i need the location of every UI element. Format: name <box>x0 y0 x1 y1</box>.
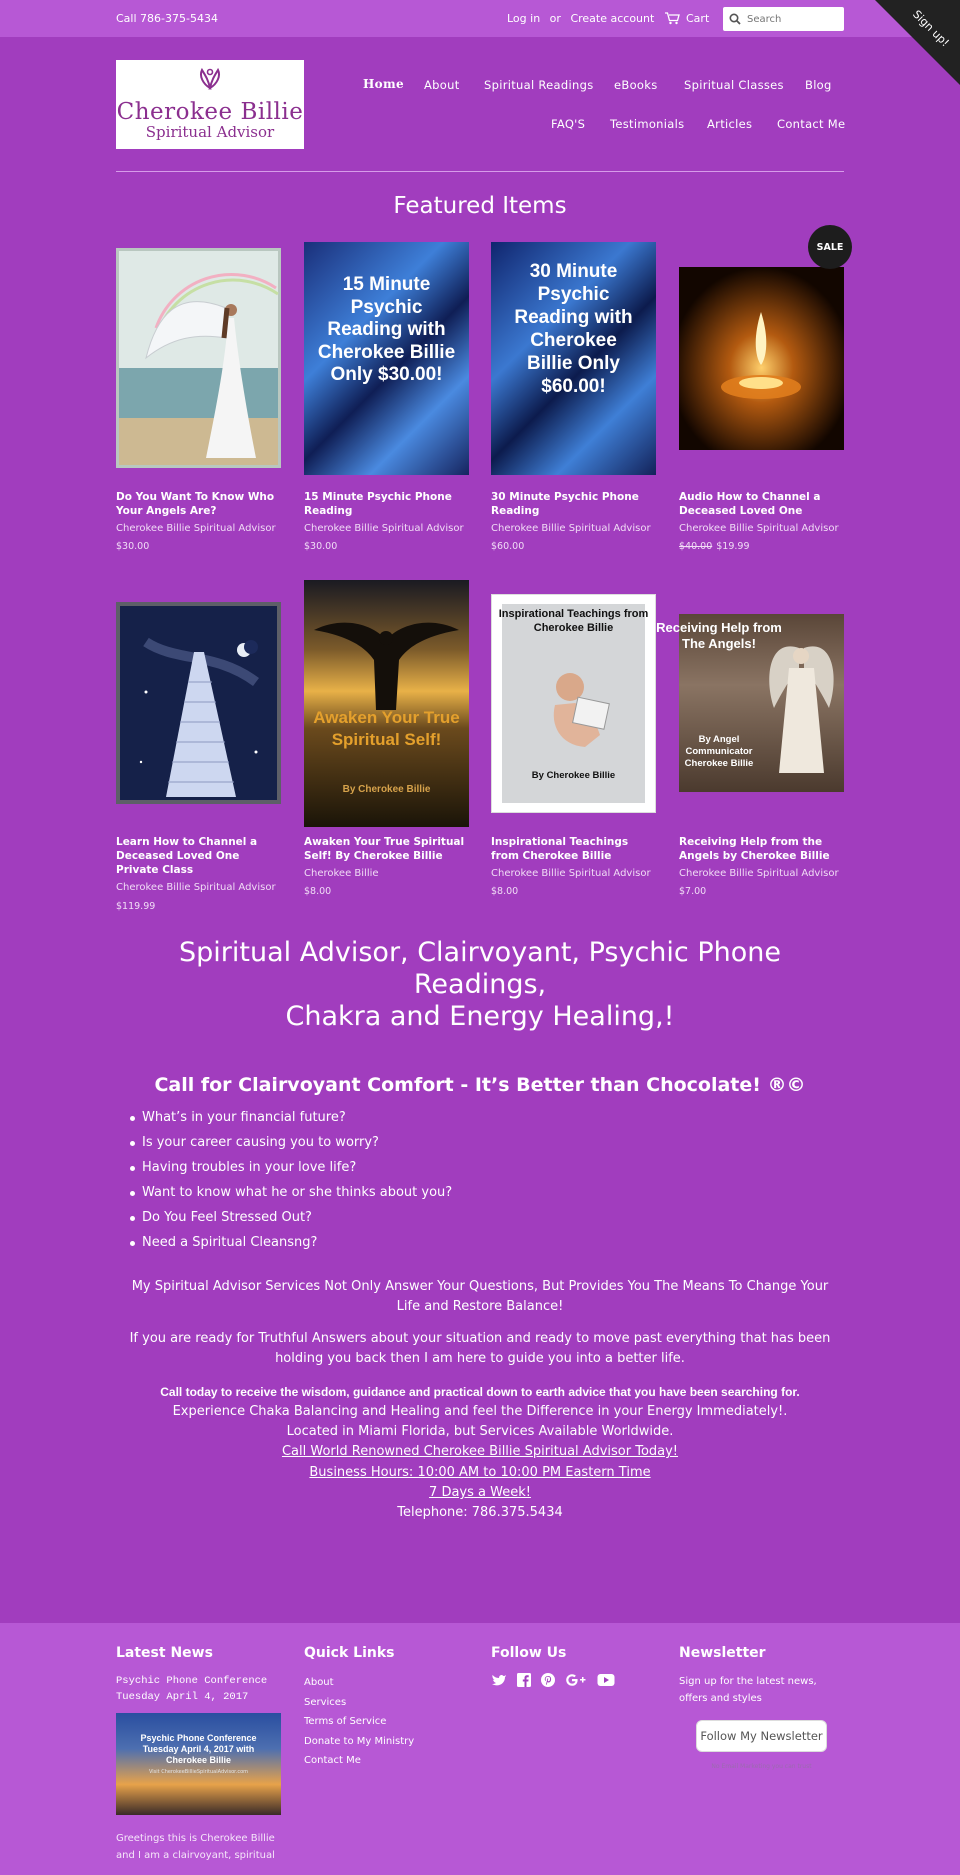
product-vendor: Cherokee Billie Spiritual Advisor <box>116 523 276 534</box>
nav-testimonials[interactable]: Testimonials <box>610 117 685 131</box>
product-price: $30.00 <box>304 541 338 552</box>
header-divider <box>116 171 844 172</box>
list-item: Is your career causing you to worry? <box>142 1135 452 1160</box>
twitter-icon[interactable] <box>491 1673 507 1687</box>
telephone-text: Telephone: 786.375.5434 <box>397 1505 563 1520</box>
nav-blog[interactable]: Blog <box>805 78 832 92</box>
newsletter-note: No Email Marketing you can trust <box>711 1763 812 1770</box>
product-price: $60.00 <box>491 541 525 552</box>
news-title-link[interactable]: Psychic Phone Conference Tuesday April 4, 2017 <box>116 1675 268 1703</box>
nav-about[interactable]: About <box>424 78 460 92</box>
quick-links <box>304 1645 414 1771</box>
product-image-candle[interactable] <box>679 267 844 450</box>
newsletter-text: Sign up for the latest news, offers and styles <box>679 1676 817 1704</box>
product-image-awaken[interactable] <box>304 580 469 827</box>
create-account-link[interactable]: Create account <box>570 12 655 25</box>
product-vendor: Cherokee Billie Spiritual Advisor <box>491 523 651 534</box>
silhouette-image <box>304 600 469 720</box>
product-title[interactable]: Awaken Your True Spiritual Self! By Cherokee Billie <box>304 836 465 862</box>
list-item: What’s in your financial future? <box>142 1110 452 1135</box>
cover-byline: By Cherokee Billie <box>531 770 616 781</box>
cover-byline: By Cherokee Billie <box>342 784 431 795</box>
product-vendor: Cherokee Billie Spiritual Advisor <box>679 523 839 534</box>
product-vendor: Cherokee Billie Spiritual Advisor <box>679 868 839 879</box>
latest-news-heading: Latest News <box>116 1645 213 1661</box>
cover-text: Receiving Help from The Angels! <box>656 620 782 651</box>
cover-text: Awaken Your True Spiritual Self! <box>313 708 460 749</box>
product-vendor: Cherokee Billie <box>304 868 379 879</box>
signup-label: Sign up! <box>910 7 952 50</box>
product-image-30-minute[interactable] <box>491 242 656 475</box>
days-link[interactable]: 7 Days a Week! <box>429 1485 531 1500</box>
nav-home[interactable]: Home <box>363 77 404 91</box>
follow-us-heading: Follow Us <box>491 1645 567 1661</box>
cover-text: 30 Minute Psychic Reading with Cherokee Billie Only $60.00! <box>514 261 633 397</box>
product-title[interactable]: Do You Want To Know Who Your Angels Are? <box>116 491 275 517</box>
product-price: $7.00 <box>679 886 707 897</box>
intro-paragraph: Experience Chaka Balancing and Healing and feel the Difference in your Energy Immediately!. <box>172 1404 788 1419</box>
footer-link-terms[interactable]: Terms of Service <box>304 1716 387 1727</box>
cover-text: 15 Minute Psychic Reading with Cherokee Billie Only $30.00! <box>317 274 456 385</box>
account-links <box>507 12 654 25</box>
newsletter-button[interactable]: Follow My Newsletter <box>696 1720 827 1752</box>
list-item: Want to know what he or she thinks about you? <box>142 1185 452 1210</box>
sale-price: $19.99 <box>716 541 750 552</box>
cover-text: Inspirational Teachings from Cherokee Billie <box>498 608 649 634</box>
google-plus-icon[interactable] <box>565 1673 587 1687</box>
product-price: $119.99 <box>116 901 156 912</box>
logo-subtitle: Spiritual Advisor <box>145 122 275 141</box>
headline-line-2: Chakra and Energy Healing,! <box>285 1001 675 1032</box>
product-vendor: Cherokee Billie Spiritual Advisor <box>304 523 464 534</box>
subheadline: Call for Clairvoyant Comfort - It’s Better than Chocolate! ®© <box>154 1074 806 1096</box>
news-image-text: Psychic Phone Conference Tuesday April 4, 2017 with Cherokee Billie <box>140 1733 257 1765</box>
product-title[interactable]: 30 Minute Psychic Phone Reading <box>491 491 639 517</box>
product-image-stairway[interactable] <box>116 602 281 804</box>
intro-paragraph: Call today to receive the wisdom, guidance and practical down to earth advice that you have been searching for. <box>160 1385 800 1399</box>
product-title[interactable]: Audio How to Channel a Deceased Loved One <box>679 491 821 517</box>
cart-link[interactable] <box>664 12 709 25</box>
angel-wings-icon <box>193 66 227 100</box>
site-logo[interactable] <box>116 60 304 149</box>
product-price <box>679 541 750 552</box>
search-input[interactable] <box>747 14 842 25</box>
signup-ribbon[interactable] <box>875 0 960 85</box>
product-price: $8.00 <box>304 886 332 897</box>
child-reading-image <box>530 665 620 755</box>
cart-icon <box>664 12 680 25</box>
business-hours-link[interactable]: Business Hours: 10:00 AM to 10:00 PM Eastern Time <box>309 1465 651 1480</box>
phone-link[interactable]: Call 786-375-5434 <box>116 12 218 25</box>
nav-spiritual-readings[interactable]: Spiritual Readings <box>484 78 594 92</box>
question-list <box>142 1110 452 1260</box>
product-price: $30.00 <box>116 541 150 552</box>
news-excerpt: Greetings this is Cherokee Billie and I am a clairvoyant, spiritual <box>116 1833 275 1861</box>
or-text: or <box>549 12 561 25</box>
intro-paragraph: Located in Miami Florida, but Services Available Worldwide. <box>286 1424 674 1439</box>
newsletter-heading: Newsletter <box>679 1645 766 1661</box>
sale-badge: SALE <box>808 225 852 269</box>
product-image-receiving-help[interactable] <box>656 614 844 792</box>
quick-links-heading: Quick Links <box>304 1645 395 1661</box>
footer-link-services[interactable]: Services <box>304 1696 347 1708</box>
top-bar <box>0 0 960 37</box>
youtube-icon[interactable] <box>597 1673 615 1687</box>
list-item: Having troubles in your love life? <box>142 1160 452 1185</box>
compare-price: $40.00 <box>679 541 713 552</box>
news-image-url: Visit CherokeeBillieSpiritualAdvisor.com <box>148 1769 249 1775</box>
list-item: Do You Feel Stressed Out? <box>142 1210 452 1235</box>
search-box <box>723 7 844 31</box>
nav-contact-me[interactable]: Contact Me <box>777 117 846 131</box>
news-image[interactable] <box>116 1713 281 1815</box>
product-image-inspirational[interactable] <box>491 594 656 813</box>
featured-title: Featured Items <box>393 193 567 219</box>
facebook-icon[interactable] <box>517 1673 531 1687</box>
product-price: $8.00 <box>491 886 519 897</box>
pinterest-icon[interactable] <box>541 1673 555 1687</box>
search-icon[interactable] <box>729 13 741 25</box>
product-vendor: Cherokee Billie Spiritual Advisor <box>116 882 276 893</box>
logo-name: Cherokee Billie <box>116 98 304 125</box>
intro-paragraph: If you are ready for Truthful Answers about your situation and ready to move past everything that has been holding you back then I am here to guide you into a better life. <box>129 1331 831 1366</box>
product-title[interactable]: Inspirational Teachings from Cherokee Billie <box>491 836 629 862</box>
follow-us <box>491 1645 615 1687</box>
list-item: Need a Spiritual Cleansng? <box>142 1235 452 1260</box>
nav-spiritual-classes[interactable]: Spiritual Classes <box>684 78 784 92</box>
cover-byline: By Angel Communicator Cherokee Billie <box>684 734 754 769</box>
intro-paragraph: My Spiritual Advisor Services Not Only Answer Your Questions, But Provides You The Means To Change Your Life and Restore Balance! <box>131 1279 829 1314</box>
headline <box>116 937 844 1033</box>
nav-articles[interactable]: Articles <box>707 117 753 131</box>
product-vendor: Cherokee Billie Spiritual Advisor <box>491 868 651 879</box>
footer-link-donate[interactable]: Donate to My Ministry <box>304 1735 415 1747</box>
nav-ebooks[interactable]: eBooks <box>614 78 658 92</box>
product-title[interactable]: 15 Minute Psychic Phone Reading <box>304 491 452 517</box>
login-link[interactable]: Log in <box>507 12 541 25</box>
product-title[interactable]: Receiving Help from the Angels by Cherokee Billie <box>679 836 830 862</box>
product-image-15-minute[interactable] <box>304 242 469 475</box>
latest-news <box>116 1645 281 1864</box>
call-today-link[interactable]: Call World Renowned Cherokee Billie Spiritual Advisor Today! <box>281 1444 679 1459</box>
footer-link-contact[interactable]: Contact Me <box>304 1755 361 1766</box>
cart-label: Cart <box>686 12 710 25</box>
nav-faqs[interactable]: FAQ'S <box>551 117 586 131</box>
newsletter <box>679 1645 844 1707</box>
headline-line-1: Spiritual Advisor, Clairvoyant, Psychic Phone Readings, <box>179 937 781 1000</box>
footer-link-about[interactable]: About <box>304 1677 334 1688</box>
product-image-angel[interactable] <box>116 248 281 468</box>
product-title[interactable]: Learn How to Channel a Deceased Loved One Private Class <box>116 836 258 876</box>
